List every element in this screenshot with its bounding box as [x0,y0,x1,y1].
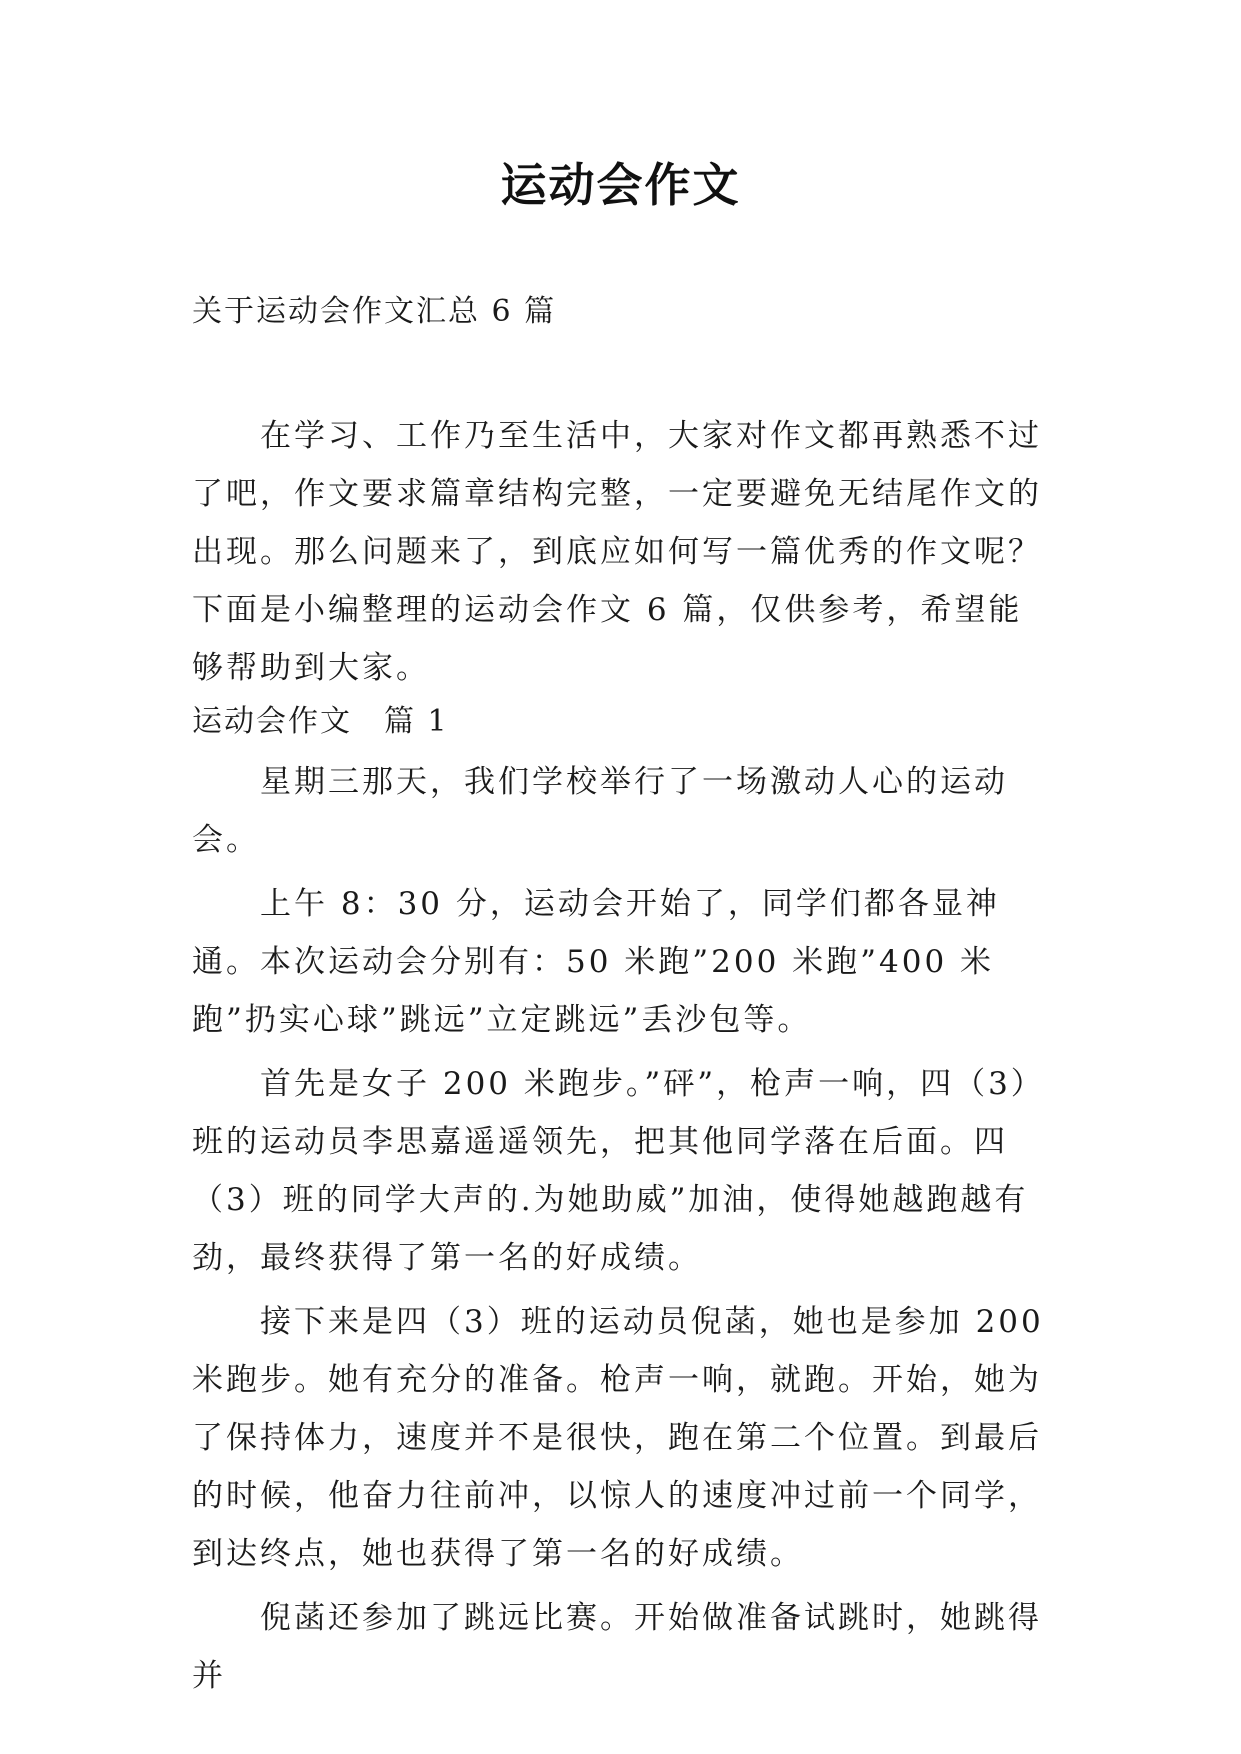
essay-paragraph: 上午 8：30 分，运动会开始了，同学们都各显神通。本次运动会分别有：50 米跑”200 米跑”400 米跑”扔实心球”跳远”立定跳远”丢沙包等。 [192,886,1000,1038]
section-heading: 运动会作文 篇 1 [192,704,449,739]
essay-paragraph: 倪菡还参加了跳远比赛。开始做准备试跳时，她跳得并 [192,1600,1042,1694]
essay-paragraph: 首先是女子 200 米跑步。”砰”，枪声一响，四（3）班的运动员李思嘉遥遥领先，把其他同学落在后面。四（3）班的同学大声的.为她助威”加油，使得她越跑越有劲，最终获得了第一名的好成绩。 [192,1066,1045,1276]
essay-body [192,753,1052,1705]
document-title: 运动会作文 [500,158,741,212]
document-subtitle: 关于运动会作文汇总 6 篇 [192,294,557,329]
intro-section [192,407,1052,697]
intro-paragraph: 在学习、工作乃至生活中，大家对作文都再熟悉不过了吧，作文要求篇章结构完整，一定要避免无结尾作文的出现。那么问题来了，到底应如何写一篇优秀的作文呢？下面是小编整理的运动会作文 6 篇，仅供参考，希望能够帮助到大家。 [192,418,1042,686]
essay-paragraph: 星期三那天，我们学校举行了一场激动人心的运动会。 [192,764,1008,858]
essay-paragraph: 接下来是四（3）班的运动员倪菡，她也是参加 200 米跑步。她有充分的准备。枪声一响，就跑。开始，她为了保持体力，速度并不是很快，跑在第二个位置。到最后的时候，他奋力往前冲，以惊人的速度冲过前一个同学，到达终点，她也获得了第一名的好成绩。 [192,1304,1044,1572]
